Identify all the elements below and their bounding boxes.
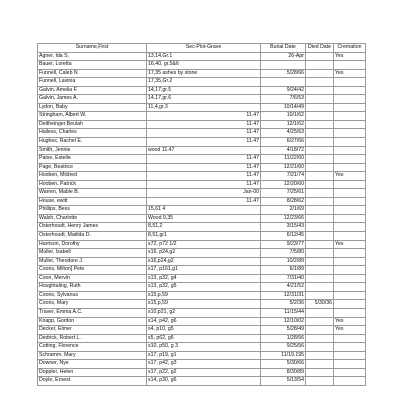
cell-name: Traver, Emma A.C. xyxy=(38,308,147,317)
cell-burial-date: 11/22/60 xyxy=(261,155,306,164)
cell-name: Cotting, Florence xyxy=(38,343,147,352)
cell-died-date xyxy=(306,197,334,206)
burial-records-table xyxy=(37,43,366,386)
cell-plot: s5, p62, g6 xyxy=(147,334,261,343)
cell-burial-date: 10/2/89 xyxy=(261,257,306,266)
table-row xyxy=(38,274,366,283)
cell-name: Decker, Elmer xyxy=(38,326,147,335)
cell-name: Coons, Mary xyxy=(38,300,147,309)
cell-name: Doyle, Ernest xyxy=(38,377,147,386)
cell-plot: s17, p42, g3 xyxy=(147,360,261,369)
cell-cremation: Yes xyxy=(334,52,366,61)
cell-burial-date: 2/1/69 xyxy=(261,206,306,215)
table-row xyxy=(38,266,366,275)
cell-cremation xyxy=(334,283,366,292)
cell-cremation xyxy=(334,112,366,121)
cell-burial-date: 26-Apr xyxy=(261,52,306,61)
cell-cremation xyxy=(334,155,366,164)
cell-plot: 11.47 xyxy=(147,172,261,181)
cell-plot: s4, p10, g5 xyxy=(147,326,261,335)
cell-name: Schramm, Mary xyxy=(38,351,147,360)
cell-burial-date: 9/23/77 xyxy=(261,240,306,249)
cell-died-date xyxy=(306,78,334,87)
cell-name: Deitheinger,Beulah xyxy=(38,120,147,129)
cell-name: Coon, Mervin xyxy=(38,274,147,283)
cell-plot: s13, p32, g5 xyxy=(147,283,261,292)
cell-plot: 11,4,gr.3 xyxy=(147,103,261,112)
cell-burial-date: 9/24/42 xyxy=(261,86,306,95)
cell-plot: s16, p24,g2 xyxy=(147,249,261,258)
cell-died-date xyxy=(306,377,334,386)
table-row xyxy=(38,291,366,300)
cell-cremation xyxy=(334,197,366,206)
cell-died-date xyxy=(306,95,334,104)
cell-plot: s72, p72 1/2 xyxy=(147,240,261,249)
cell-burial-date: 12/21/60 xyxy=(261,163,306,172)
cell-name: Warren, Mable B. xyxy=(38,189,147,198)
cell-burial-date: 11/19,195 xyxy=(261,351,306,360)
cell-died-date xyxy=(306,61,334,70)
table-row xyxy=(38,146,366,155)
table-body xyxy=(38,52,366,385)
cell-plot: 14,17,gr.6 xyxy=(147,95,261,104)
cell-plot: 17,35,Gr.2 xyxy=(147,78,261,87)
cell-plot: 13,14,Gr.1 xyxy=(147,52,261,61)
column-header-died-date: Died Date xyxy=(306,44,334,53)
table-row xyxy=(38,112,366,121)
cell-died-date xyxy=(306,206,334,215)
cell-burial-date: 9/25/56 xyxy=(261,343,306,352)
cell-died-date xyxy=(306,351,334,360)
column-header-name: Surname,First xyxy=(38,44,147,53)
cell-name: Walsh, Charlotte xyxy=(38,214,147,223)
cell-died-date xyxy=(306,146,334,155)
cell-cremation xyxy=(334,214,366,223)
table-row xyxy=(38,360,366,369)
header-row xyxy=(38,44,366,53)
cell-cremation xyxy=(334,266,366,275)
cell-plot: s15,p,59 xyxy=(147,291,261,300)
table-row xyxy=(38,95,366,104)
table-row xyxy=(38,334,366,343)
column-header-cremation: Cremation xyxy=(334,44,366,53)
cell-name: Muller, Isabell xyxy=(38,249,147,258)
cell-name: Galvin, Amelia F. xyxy=(38,86,147,95)
cell-died-date xyxy=(306,257,334,266)
cell-name: House, ewitt xyxy=(38,197,147,206)
cell-plot: s10,p21, g2 xyxy=(147,308,261,317)
cell-cremation xyxy=(334,206,366,215)
table-row xyxy=(38,197,366,206)
cell-name: Osterhoudt, Matilda D. xyxy=(38,232,147,241)
cell-name: Dedrick, Robert L. xyxy=(38,334,147,343)
cell-cremation xyxy=(334,189,366,198)
table-row xyxy=(38,232,366,241)
table-row xyxy=(38,69,366,78)
cell-burial-date: 6/12/45 xyxy=(261,232,306,241)
cell-plot: 17,35 ashes by stone xyxy=(147,69,261,78)
cell-plot: Wood 9,35 xyxy=(147,214,261,223)
cell-cremation xyxy=(334,78,366,87)
cell-cremation xyxy=(334,95,366,104)
cell-died-date xyxy=(306,232,334,241)
cell-name: Muller, Theodore J. xyxy=(38,257,147,266)
cell-died-date xyxy=(306,343,334,352)
cell-name: Funnell, Lavinia xyxy=(38,78,147,87)
cell-name: Downer, Nye xyxy=(38,360,147,369)
cell-name: Hailess, Charles xyxy=(38,129,147,138)
table-row xyxy=(38,240,366,249)
cell-burial-date: 12/23/66 xyxy=(261,214,306,223)
cell-died-date xyxy=(306,360,334,369)
table-row xyxy=(38,86,366,95)
cell-cremation xyxy=(334,129,366,138)
cell-died-date xyxy=(306,283,334,292)
cell-died-date xyxy=(306,155,334,164)
table-row xyxy=(38,326,366,335)
table-row xyxy=(38,308,366,317)
cell-cremation xyxy=(334,146,366,155)
cell-burial-date: 7/31/40 xyxy=(261,274,306,283)
table-row xyxy=(38,351,366,360)
cell-plot: s17, p19, g1 xyxy=(147,351,261,360)
cell-cremation xyxy=(334,232,366,241)
cell-plot: 11.47 xyxy=(147,129,261,138)
cell-plot: 11.47 xyxy=(147,155,261,164)
table-row xyxy=(38,368,366,377)
cell-name: Hooben, Patrick xyxy=(38,180,147,189)
cell-cremation: Yes xyxy=(334,69,366,78)
cell-cremation xyxy=(334,163,366,172)
cell-plot: 8,51,2 xyxy=(147,223,261,232)
table-row xyxy=(38,257,366,266)
cell-burial-date: 12/10/02 xyxy=(261,317,306,326)
cell-name: Doppler, Helen xyxy=(38,368,147,377)
cell-died-date xyxy=(306,326,334,335)
cell-cremation xyxy=(334,334,366,343)
table-row xyxy=(38,78,366,87)
cell-burial-date: 5/28/49 xyxy=(261,326,306,335)
cell-died-date xyxy=(306,308,334,317)
cell-burial-date: 8/28/62 xyxy=(261,197,306,206)
cell-died-date xyxy=(306,249,334,258)
cell-cremation xyxy=(334,120,366,129)
cell-died-date xyxy=(306,86,334,95)
cell-burial-date: 4/18/72 xyxy=(261,146,306,155)
cell-burial-date: 8/30/89 xyxy=(261,368,306,377)
cell-burial-date: 12/1/62 xyxy=(261,120,306,129)
cell-burial-date: 10/14/49 xyxy=(261,103,306,112)
cell-name: Harrison, Dorothy xyxy=(38,240,147,249)
cell-plot: s16,p24,g2 xyxy=(147,257,261,266)
cell-burial-date: 10/1/62 xyxy=(261,112,306,121)
cell-plot: 11.47 xyxy=(147,120,261,129)
cell-plot: s15,p,59 xyxy=(147,300,261,309)
cell-name: Bauer, Loretta xyxy=(38,61,147,70)
cell-cremation xyxy=(334,249,366,258)
cell-plot: 14,17,gr.5 xyxy=(147,86,261,95)
cell-plot: 11.47 xyxy=(147,138,261,147)
column-header-plot: Sec-Plot-Grave xyxy=(147,44,261,53)
cell-cremation xyxy=(334,61,366,70)
cell-burial-date: 5/30/66 xyxy=(261,360,306,369)
cell-died-date xyxy=(306,334,334,343)
cell-died-date xyxy=(306,291,334,300)
table-row xyxy=(38,283,366,292)
cell-died-date xyxy=(306,317,334,326)
cell-burial-date: 6/1/89 xyxy=(261,266,306,275)
cell-name: Hughes, Rachel E. xyxy=(38,138,147,147)
cell-died-date xyxy=(306,368,334,377)
cell-burial-date: 11/15/44 xyxy=(261,308,306,317)
cell-burial-date: 3/15/43 xyxy=(261,223,306,232)
cell-name: Houghtaling, Ruth xyxy=(38,283,147,292)
cell-plot: s17, p161,g1 xyxy=(147,266,261,275)
cell-cremation xyxy=(334,360,366,369)
table-row xyxy=(38,214,366,223)
cell-plot: s17, p22, g2 xyxy=(147,368,261,377)
cell-plot: 11.47 xyxy=(147,112,261,121)
cell-name: Lydon, Baby xyxy=(38,103,147,112)
cell-cremation: Yes xyxy=(334,240,366,249)
table-row xyxy=(38,343,366,352)
cell-burial-date xyxy=(261,61,306,70)
cell-burial-date: 12/31/31 xyxy=(261,291,306,300)
cell-burial-date: 5/2/36 xyxy=(261,300,306,309)
cell-died-date xyxy=(306,138,334,147)
cell-burial-date: 1/28/56 xyxy=(261,334,306,343)
table-row xyxy=(38,206,366,215)
cell-name: Smith, Jennie xyxy=(38,146,147,155)
table-row xyxy=(38,172,366,181)
column-header-burial-date: Burial Date xyxy=(261,44,306,53)
cell-plot: s14, p42, g6 xyxy=(147,317,261,326)
cell-name: Phillips, Bess xyxy=(38,206,147,215)
table-row xyxy=(38,163,366,172)
cell-plot: s14, p30, g6 xyxy=(147,377,261,386)
table-row xyxy=(38,138,366,147)
cell-died-date xyxy=(306,172,334,181)
table-row xyxy=(38,189,366,198)
cell-burial-date: 7/6/53 xyxy=(261,95,306,104)
cell-plot: 8,51,gr1 xyxy=(147,232,261,241)
cell-burial-date: 12/20/60 xyxy=(261,180,306,189)
table-row xyxy=(38,180,366,189)
cell-name: Page, Beatrice xyxy=(38,163,147,172)
cell-plot: 11.47 xyxy=(147,197,261,206)
table-row xyxy=(38,52,366,61)
cell-name: Paine, Estelle xyxy=(38,155,147,164)
cell-died-date xyxy=(306,52,334,61)
cell-died-date xyxy=(306,180,334,189)
cell-cremation xyxy=(334,257,366,266)
cell-cremation: Yes xyxy=(334,317,366,326)
cell-name: Coons, Milton] Pete xyxy=(38,266,147,275)
cell-died-date xyxy=(306,274,334,283)
cell-burial-date xyxy=(261,78,306,87)
table-row xyxy=(38,103,366,112)
cell-died-date xyxy=(306,266,334,275)
cell-name: Hooben, Mildred xyxy=(38,172,147,181)
cell-plot: wood 11.47 xyxy=(147,146,261,155)
table-row xyxy=(38,249,366,258)
cell-cremation xyxy=(334,274,366,283)
cell-cremation xyxy=(334,138,366,147)
table-row xyxy=(38,155,366,164)
cell-died-date xyxy=(306,240,334,249)
cell-cremation xyxy=(334,86,366,95)
table-row xyxy=(38,120,366,129)
cell-cremation xyxy=(334,351,366,360)
table-row xyxy=(38,129,366,138)
cell-plot: 11.47 xyxy=(147,163,261,172)
cell-died-date xyxy=(306,214,334,223)
cell-burial-date: 7/21/74 xyxy=(261,172,306,181)
cell-name: Knapp, Gordon xyxy=(38,317,147,326)
table-row xyxy=(38,61,366,70)
cell-burial-date: 7/25/61 xyxy=(261,189,306,198)
cell-cremation xyxy=(334,368,366,377)
cell-burial-date: 4/25/63 xyxy=(261,129,306,138)
cell-name: Funnell, Caleb N xyxy=(38,69,147,78)
cell-cremation xyxy=(334,377,366,386)
cell-cremation xyxy=(334,223,366,232)
cell-plot: Jan-00 xyxy=(147,189,261,198)
cell-died-date xyxy=(306,112,334,121)
table-row xyxy=(38,317,366,326)
cell-died-date xyxy=(306,120,334,129)
table-row xyxy=(38,223,366,232)
cell-name: Osterhoudt, Henry James xyxy=(38,223,147,232)
cell-plot: s13, p32, g4 xyxy=(147,274,261,283)
cell-cremation: Yes xyxy=(334,172,366,181)
cell-plot: 11.47 xyxy=(147,180,261,189)
cell-cremation xyxy=(334,180,366,189)
cell-plot: s10, p50, g 3 xyxy=(147,343,261,352)
cell-cremation xyxy=(334,291,366,300)
cell-died-date xyxy=(306,189,334,198)
cell-name: Stringham, Albert W. xyxy=(38,112,147,121)
cell-cremation xyxy=(334,300,366,309)
burial-records-sheet xyxy=(37,43,365,386)
cell-died-date: 5/30/36 xyxy=(306,300,334,309)
table-row xyxy=(38,377,366,386)
cell-plot: 16,40, gr.5&6 xyxy=(147,61,261,70)
cell-burial-date: 4/21/52 xyxy=(261,283,306,292)
cell-burial-date: 7/5/80 xyxy=(261,249,306,258)
cell-name: Agner, Ida S. xyxy=(38,52,147,61)
cell-died-date xyxy=(306,223,334,232)
cell-cremation xyxy=(334,103,366,112)
cell-died-date xyxy=(306,103,334,112)
cell-name: Coons, Sylvanus xyxy=(38,291,147,300)
cell-cremation: Yes xyxy=(334,326,366,335)
cell-burial-date: 5/28/66 xyxy=(261,69,306,78)
cell-died-date xyxy=(306,129,334,138)
cell-cremation xyxy=(334,308,366,317)
cell-name: Galvin, James A. xyxy=(38,95,147,104)
cell-plot: 15,61 4 xyxy=(147,206,261,215)
cell-died-date xyxy=(306,163,334,172)
cell-cremation xyxy=(334,343,366,352)
cell-burial-date: 5/13/54 xyxy=(261,377,306,386)
table-row xyxy=(38,300,366,309)
cell-burial-date: 6/27/66 xyxy=(261,138,306,147)
cell-died-date xyxy=(306,69,334,78)
